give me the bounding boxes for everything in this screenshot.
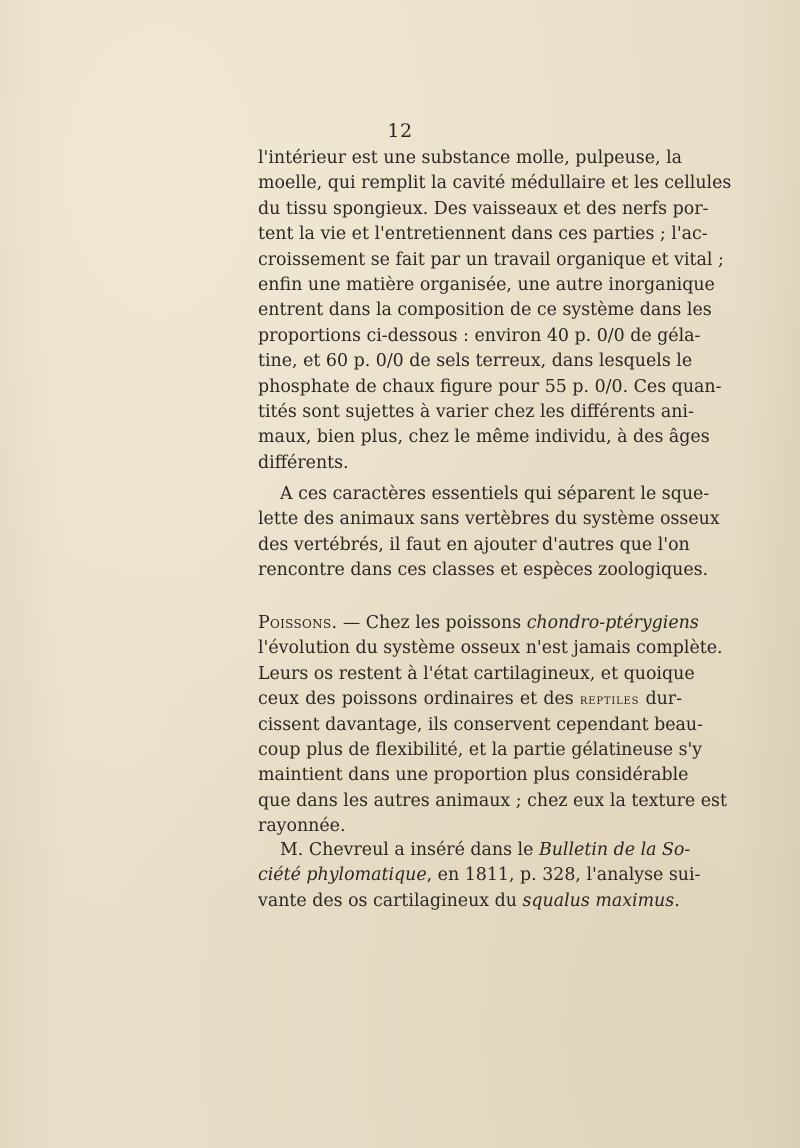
text-fragment: , en 1811, p. 328, l'analyse sui- <box>426 865 701 886</box>
text-line: A ces caractères essentiels qui séparent le sque- <box>280 484 710 504</box>
text-line <box>258 687 682 712</box>
text-line: entrent dans la composition de ce système dans les <box>258 300 712 321</box>
text-fragment: M. Chevreul a inséré dans le <box>280 840 539 860</box>
text-line: tine, et 60 p. 0/0 de sels terreux, dans lesquels le <box>258 351 693 372</box>
text-fragment: vante des os cartilagineux du <box>258 890 523 911</box>
text-line: rencontre dans ces classes et espèces zoologiques. <box>258 560 709 581</box>
paragraph-chevreul <box>258 838 701 914</box>
text-line: du tissu spongieux. Des vaisseaux et des nerfs por- <box>258 198 709 219</box>
text-line <box>258 838 691 863</box>
text-line: lette des animaux sans vertèbres du système osseux <box>258 509 720 530</box>
italic-title: ciété phylomatique <box>258 865 427 886</box>
text-line: tités sont sujettes à varier chez les différents ani- <box>258 401 694 422</box>
text-line: croissement se fait par un travail organique et vital ; <box>258 249 724 270</box>
text-fragment: dur- <box>639 689 682 710</box>
paragraph-skeleton-composition <box>258 146 732 476</box>
text-line: maux, bien plus, chez le même individu, à des âges <box>258 427 710 448</box>
small-caps-term: reptiles <box>579 692 640 709</box>
paragraph-vertebrate-characters <box>258 482 720 584</box>
text-line: maintient dans une proportion plus considérable <box>258 765 689 786</box>
text-line: moelle, qui remplit la cavité médullaire et les cellules <box>258 173 732 194</box>
text-line: rayonnée. <box>258 816 346 837</box>
text-line <box>258 611 699 636</box>
text-line: coup plus de flexibilité, et la partie gélatineuse s'y <box>258 739 703 760</box>
text-line: des vertébrés, il faut en ajouter d'autres que l'on <box>258 534 690 555</box>
text-line: l'intérieur est une substance molle, pulpeuse, la <box>258 148 682 168</box>
text-line: l'évolution du système osseux n'est jamais complète. <box>258 638 723 659</box>
italic-term: chondro-ptérygiens <box>526 613 699 633</box>
text-line: phosphate de chaux figure pour 55 p. 0/0. Ces quan- <box>258 376 722 397</box>
text-line: tent la vie et l'entretiennent dans ces parties ; l'ac- <box>258 224 708 245</box>
text-line: Leurs os restent à l'état cartilagineux, et quoique <box>258 663 695 684</box>
dash: — <box>337 613 366 633</box>
paragraph-poissons <box>258 611 727 840</box>
page-number: 12 <box>387 120 413 142</box>
text-fragment: Chez les poissons <box>365 613 527 633</box>
text-line: proportions ci-dessous : environ 40 p. 0/0 de géla- <box>258 325 701 346</box>
text-line <box>258 889 682 914</box>
text-line: différents. <box>258 452 349 473</box>
italic-species: squalus maximus <box>522 890 675 911</box>
text-line: cissent davantage, ils conservent cependant beau- <box>258 714 703 735</box>
text-fragment: . <box>674 890 680 911</box>
text-fragment: ceux des poissons ordinaires et des <box>258 689 580 710</box>
text-line <box>258 863 701 888</box>
text-line: enfin une matière organisée, une autre inorganique <box>258 274 715 295</box>
section-heading: Poissons. <box>258 613 338 633</box>
italic-title: Bulletin de la So- <box>538 840 691 860</box>
text-line: que dans les autres animaux ; chez eux la texture est <box>258 790 727 811</box>
